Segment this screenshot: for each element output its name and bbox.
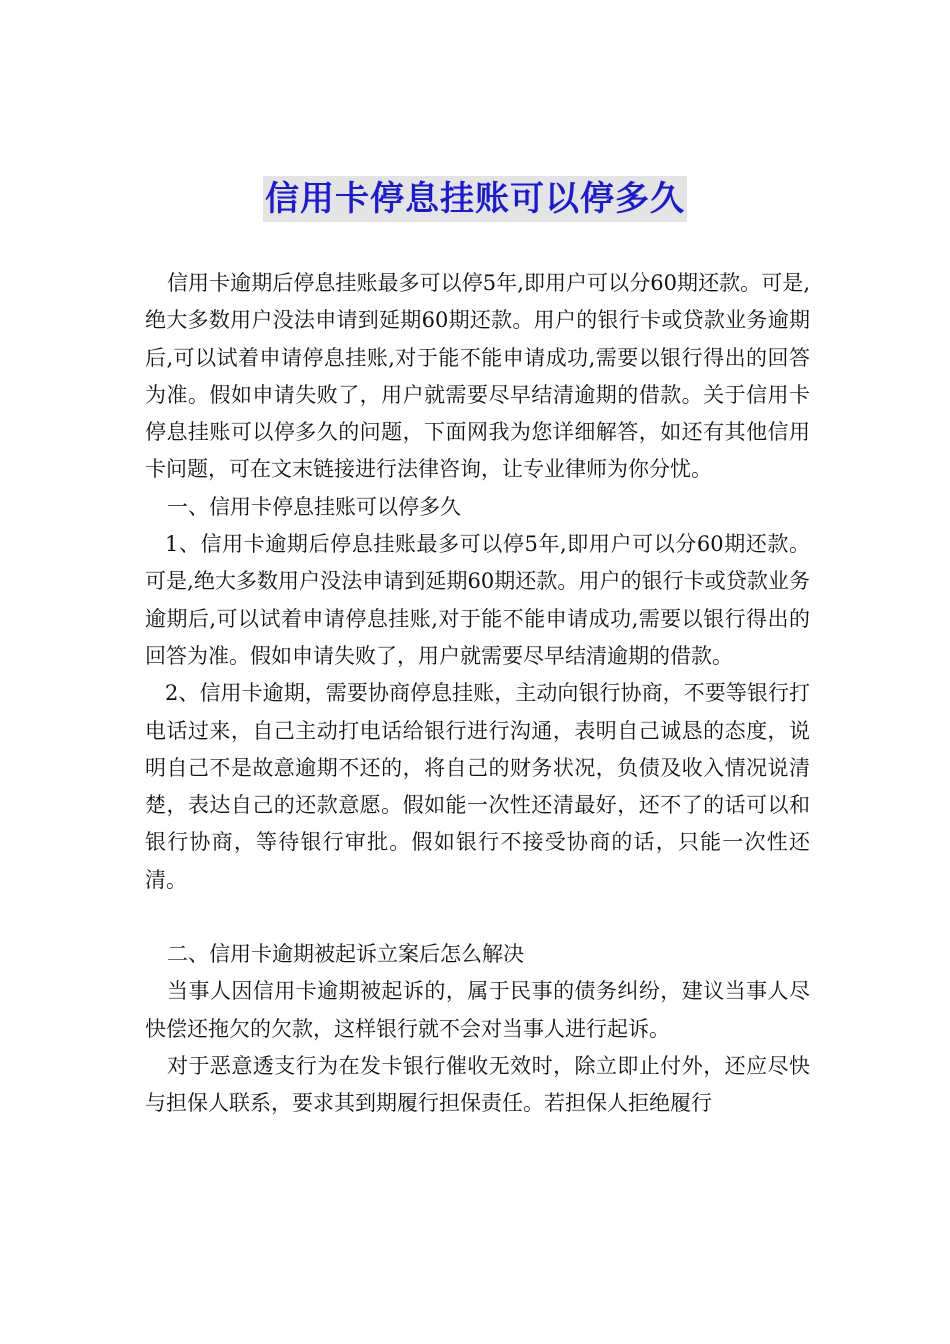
section-heading-2: 二、信用卡逾期被起诉立案后怎么解决 <box>167 942 524 967</box>
section-2-paragraph-2: 对于恶意透支行为在发卡银行催收无效时，除立即止付外，还应尽快与担保人联系，要求其到期履行担保责任。若担保人拒绝履行 <box>145 1053 810 1116</box>
title-container <box>0 176 950 222</box>
intro-paragraph: 信用卡逾期后停息挂账最多可以停5年,即用户可以分60期还款。可是,绝大多数用户没法申请到延期60期还款。用户的银行卡或贷款业务逾期后,可以试着申请停息挂账,对于能不能申请成功,需要以银行得出的回答为准。假如申请失败了，用户就需要尽早结清逾期的借款。关于信用卡停息挂账可以停多久的问题，下面网我为您详细解答，如还有其他信用卡问题，可在文末链接进行法律咨询，让专业律师为你分忧。 <box>145 271 810 482</box>
document-body <box>145 265 810 1123</box>
document-title: 信用卡停息挂账可以停多久 <box>263 176 687 222</box>
list-item-1: 1、信用卡逾期后停息挂账最多可以停5年,即用户可以分60期还款。可是,绝大多数用户没法申请到延期60期还款。用户的银行卡或贷款业务逾期后,可以试着申请停息挂账,对于能不能申请成功,需要以银行得出的回答为准。假如申请失败了，用户就需要尽早结清逾期的借款。 <box>145 532 810 668</box>
section-heading-1: 一、信用卡停息挂账可以停多久 <box>167 494 461 519</box>
paragraph-spacer <box>145 899 810 936</box>
list-item-2: 2、信用卡逾期，需要协商停息挂账，主动向银行协商，不要等银行打电话过来，自己主动打电话给银行进行沟通，表明自己诚恳的态度，说明自己不是故意逾期不还的，将自己的财务状况，负债及收入情况说清楚，表达自己的还款意愿。假如能一次性还清最好，还不了的话可以和银行协商，等待银行审批。假如银行不接受协商的话，只能一次性还清。 <box>145 681 810 892</box>
section-2-paragraph-1: 当事人因信用卡逾期被起诉的，属于民事的债务纠纷，建议当事人尽快偿还拖欠的欠款，这样银行就不会对当事人进行起诉。 <box>145 979 810 1041</box>
